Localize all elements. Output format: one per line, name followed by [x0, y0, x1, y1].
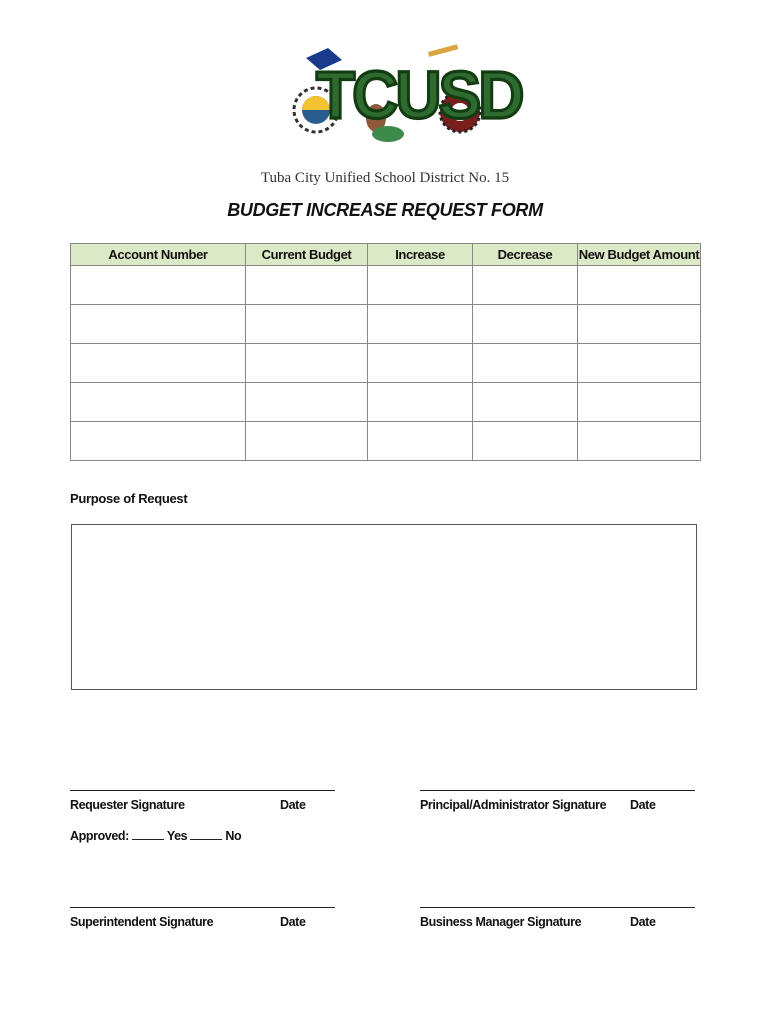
new-budget-amount-cell[interactable] — [578, 422, 701, 461]
column-header-decrease: Decrease — [473, 244, 578, 266]
account-number-cell[interactable] — [71, 422, 246, 461]
business-manager-signature-label: Business Manager Signature — [420, 915, 582, 929]
approved-yes-blank[interactable] — [132, 829, 164, 840]
logo-wordmark: TCUSD — [316, 57, 522, 133]
table-row — [71, 422, 701, 461]
superintendent-signature-label: Superintendent Signature — [70, 915, 214, 929]
decrease-cell[interactable] — [473, 305, 578, 344]
column-header-current-budget: Current Budget — [246, 244, 368, 266]
decrease-cell[interactable] — [473, 344, 578, 383]
increase-cell[interactable] — [368, 422, 473, 461]
approved-label: Approved: — [70, 829, 129, 843]
superintendent-signature-line[interactable] — [70, 907, 335, 908]
business-manager-date-label: Date — [630, 915, 656, 929]
current-budget-cell[interactable] — [246, 422, 368, 461]
budget-table — [70, 243, 701, 461]
superintendent-date-label: Date — [280, 915, 306, 929]
principal-date-label: Date — [630, 798, 656, 812]
column-header-increase: Increase — [368, 244, 473, 266]
increase-cell[interactable] — [368, 344, 473, 383]
table-row — [71, 305, 701, 344]
account-number-cell[interactable] — [71, 305, 246, 344]
increase-cell[interactable] — [368, 266, 473, 305]
form-title: BUDGET INCREASE REQUEST FORM — [227, 200, 543, 220]
decrease-cell[interactable] — [473, 422, 578, 461]
current-budget-cell[interactable] — [246, 305, 368, 344]
current-budget-cell[interactable] — [246, 266, 368, 305]
decrease-cell[interactable] — [473, 266, 578, 305]
account-number-cell[interactable] — [71, 266, 246, 305]
requester-date-label: Date — [280, 798, 306, 812]
purpose-label: Purpose of Request — [70, 491, 188, 506]
principal-signature-label: Principal/Administrator Signature — [420, 798, 607, 812]
district-name: Tuba City Unified School District No. 15 — [260, 170, 510, 186]
approved-yes-label: Yes — [166, 829, 188, 843]
requester-signature-label: Requester Signature — [70, 798, 185, 812]
new-budget-amount-cell[interactable] — [578, 266, 701, 305]
current-budget-cell[interactable] — [246, 383, 368, 422]
business-manager-signature-line[interactable] — [420, 907, 695, 908]
table-row — [71, 266, 701, 305]
account-number-cell[interactable] — [71, 344, 246, 383]
approved-row — [70, 829, 241, 843]
table-header-row — [71, 244, 701, 266]
increase-cell[interactable] — [368, 305, 473, 344]
table-row — [71, 344, 701, 383]
table-row — [71, 383, 701, 422]
decrease-cell[interactable] — [473, 383, 578, 422]
column-header-new-budget-amount: New Budget Amount — [578, 244, 701, 266]
current-budget-cell[interactable] — [246, 344, 368, 383]
new-budget-amount-cell[interactable] — [578, 305, 701, 344]
purpose-textbox[interactable] — [71, 524, 697, 690]
new-budget-amount-cell[interactable] — [578, 383, 701, 422]
requester-signature-line[interactable] — [70, 790, 335, 791]
increase-cell[interactable] — [368, 383, 473, 422]
new-budget-amount-cell[interactable] — [578, 344, 701, 383]
account-number-cell[interactable] — [71, 383, 246, 422]
principal-signature-line[interactable] — [420, 790, 695, 791]
approved-no-blank[interactable] — [190, 829, 222, 840]
approved-no-label: No — [225, 829, 242, 843]
column-header-account-number: Account Number — [71, 244, 246, 266]
district-logo — [288, 40, 522, 160]
